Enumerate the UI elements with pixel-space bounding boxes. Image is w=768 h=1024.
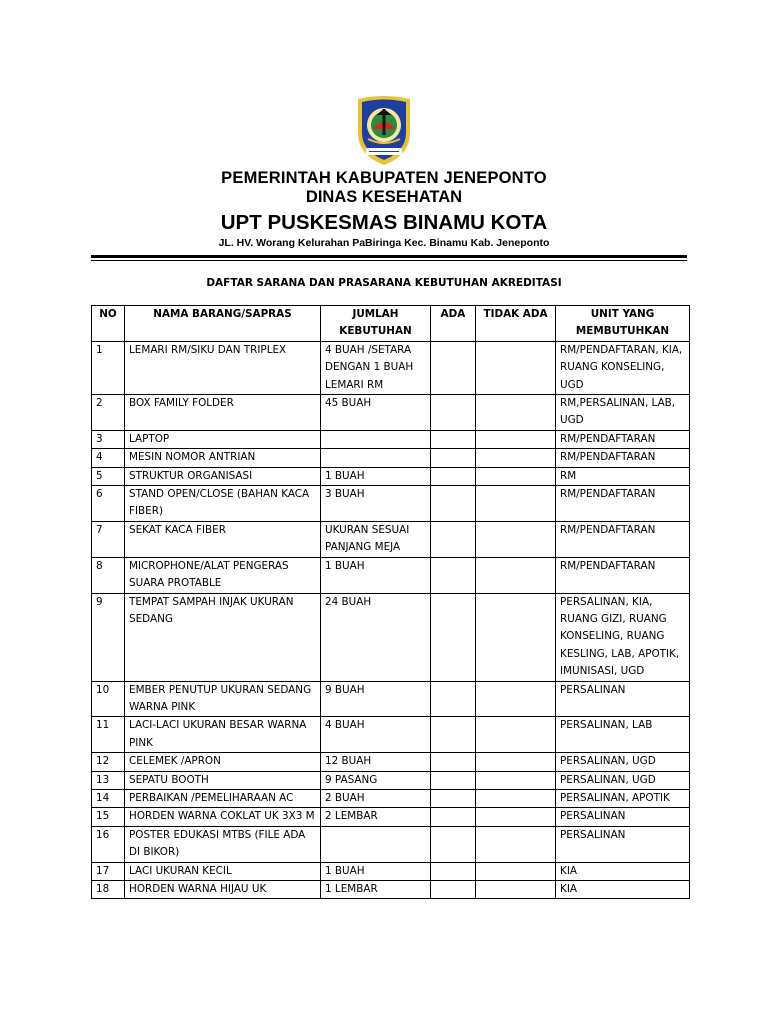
cell-unit: PERSALINAN, UGD xyxy=(556,771,690,789)
cell-tidak-ada xyxy=(476,717,556,753)
cell-jumlah: 4 BUAH xyxy=(321,717,431,753)
table-row xyxy=(92,753,690,771)
cell-unit: RM,PERSALINAN, LAB, UGD xyxy=(556,395,690,431)
cell-tidak-ada xyxy=(476,753,556,771)
cell-nama-barang: MICROPHONE/ALAT PENGERAS SUARA PROTABLE xyxy=(125,557,321,593)
cell-tidak-ada xyxy=(476,467,556,485)
cell-unit: KIA xyxy=(556,881,690,899)
cell-nama-barang: LACI UKURAN KECIL xyxy=(125,862,321,880)
cell-no: 14 xyxy=(92,789,125,807)
cell-no: 13 xyxy=(92,771,125,789)
cell-nama-barang: HORDEN WARNA COKLAT UK 3X3 M xyxy=(125,808,321,826)
cell-jumlah: 1 BUAH xyxy=(321,862,431,880)
cell-jumlah: 1 BUAH xyxy=(321,467,431,485)
table-row xyxy=(92,341,690,394)
cell-ada xyxy=(431,593,476,681)
table-row xyxy=(92,771,690,789)
cell-nama-barang: BOX FAMILY FOLDER xyxy=(125,395,321,431)
cell-jumlah: 1 LEMBAR xyxy=(321,881,431,899)
cell-ada xyxy=(431,467,476,485)
cell-ada xyxy=(431,430,476,448)
letterhead-government: PEMERINTAH KABUPATEN JENEPONTO xyxy=(221,169,547,187)
cell-ada xyxy=(431,753,476,771)
cell-unit: RM/PENDAFTARAN xyxy=(556,430,690,448)
cell-jumlah: 9 PASANG xyxy=(321,771,431,789)
cell-nama-barang: CELEMEK /APRON xyxy=(125,753,321,771)
cell-nama-barang: MESIN NOMOR ANTRIAN xyxy=(125,449,321,467)
cell-ada xyxy=(431,881,476,899)
cell-no: 8 xyxy=(92,557,125,593)
cell-tidak-ada xyxy=(476,881,556,899)
table-row xyxy=(92,681,690,717)
cell-unit: RM/PENDAFTARAN xyxy=(556,557,690,593)
table-row xyxy=(92,430,690,448)
cell-unit: RM xyxy=(556,467,690,485)
cell-ada xyxy=(431,808,476,826)
cell-tidak-ada xyxy=(476,681,556,717)
cell-unit: PERSALINAN xyxy=(556,826,690,862)
cell-tidak-ada xyxy=(476,486,556,522)
cell-nama-barang: STAND OPEN/CLOSE (BAHAN KACA FIBER) xyxy=(125,486,321,522)
cell-tidak-ada xyxy=(476,808,556,826)
cell-tidak-ada xyxy=(476,341,556,394)
cell-nama-barang: STRUKTUR ORGANISASI xyxy=(125,467,321,485)
table-row xyxy=(92,789,690,807)
cell-no: 18 xyxy=(92,881,125,899)
cell-no: 10 xyxy=(92,681,125,717)
cell-unit: PERSALINAN xyxy=(556,808,690,826)
cell-tidak-ada xyxy=(476,449,556,467)
cell-ada xyxy=(431,862,476,880)
letterhead-department: DINAS KESEHATAN xyxy=(305,188,463,206)
cell-no: 11 xyxy=(92,717,125,753)
cell-tidak-ada xyxy=(476,593,556,681)
cell-unit: PERSALINAN, UGD xyxy=(556,753,690,771)
letterhead-address: JL. HV. Worang Kelurahan PaBiringa Kec. Binamu Kab. Jeneponto xyxy=(218,237,550,249)
table-row xyxy=(92,449,690,467)
cell-jumlah: 24 BUAH xyxy=(321,593,431,681)
cell-tidak-ada xyxy=(476,789,556,807)
cell-jumlah xyxy=(321,449,431,467)
cell-ada xyxy=(431,771,476,789)
cell-jumlah xyxy=(321,826,431,862)
cell-jumlah: 45 BUAH xyxy=(321,395,431,431)
cell-nama-barang: POSTER EDUKASI MTBS (FILE ADA DI BIKOR) xyxy=(125,826,321,862)
document-title: DAFTAR SARANA DAN PRASARANA KEBUTUHAN AKREDITASI xyxy=(206,277,562,289)
table-row xyxy=(92,881,690,899)
letterhead xyxy=(0,168,768,250)
cell-nama-barang: LACI-LACI UKURAN BESAR WARNA PINK xyxy=(125,717,321,753)
cell-nama-barang: HORDEN WARNA HIJAU UK xyxy=(125,881,321,899)
letterhead-divider-thick xyxy=(91,255,687,258)
table-row xyxy=(92,395,690,431)
cell-unit: RM/PENDAFTARAN xyxy=(556,521,690,557)
cell-no: 3 xyxy=(92,430,125,448)
cell-nama-barang: EMBER PENUTUP UKURAN SEDANG WARNA PINK xyxy=(125,681,321,717)
table-row xyxy=(92,826,690,862)
cell-unit: RM/PENDAFTARAN xyxy=(556,486,690,522)
col-header-no: NO xyxy=(92,306,125,342)
cell-unit: KIA xyxy=(556,862,690,880)
cell-no: 5 xyxy=(92,467,125,485)
cell-no: 16 xyxy=(92,826,125,862)
cell-jumlah: 12 BUAH xyxy=(321,753,431,771)
cell-no: 1 xyxy=(92,341,125,394)
cell-jumlah: 2 BUAH xyxy=(321,789,431,807)
col-header-unit: UNIT YANG MEMBUTUHKAN xyxy=(556,306,690,342)
cell-unit: PERSALINAN, APOTIK xyxy=(556,789,690,807)
cell-tidak-ada xyxy=(476,430,556,448)
cell-tidak-ada xyxy=(476,395,556,431)
cell-jumlah: 3 BUAH xyxy=(321,486,431,522)
cell-nama-barang: SEPATU BOOTH xyxy=(125,771,321,789)
col-header-tidak-ada: TIDAK ADA xyxy=(476,306,556,342)
cell-nama-barang: LEMARI RM/SIKU DAN TRIPLEX xyxy=(125,341,321,394)
cell-ada xyxy=(431,789,476,807)
cell-tidak-ada xyxy=(476,557,556,593)
cell-jumlah xyxy=(321,430,431,448)
letterhead-institution: UPT PUSKESMAS BINAMU KOTA xyxy=(220,211,548,234)
cell-ada xyxy=(431,717,476,753)
cell-ada xyxy=(431,449,476,467)
table-row xyxy=(92,808,690,826)
cell-no: 17 xyxy=(92,862,125,880)
cell-no: 9 xyxy=(92,593,125,681)
col-header-jumlah: JUMLAH KEBUTUHAN xyxy=(321,306,431,342)
col-header-ada: ADA xyxy=(431,306,476,342)
col-header-nama: NAMA BARANG/SAPRAS xyxy=(125,306,321,342)
cell-no: 7 xyxy=(92,521,125,557)
cell-nama-barang: PERBAIKAN /PEMELIHARAAN AC xyxy=(125,789,321,807)
table-row xyxy=(92,593,690,681)
cell-unit: PERSALINAN xyxy=(556,681,690,717)
cell-unit: RM/PENDAFTARAN, KIA, RUANG KONSELING, UGD xyxy=(556,341,690,394)
cell-ada xyxy=(431,826,476,862)
cell-jumlah: 2 LEMBAR xyxy=(321,808,431,826)
cell-no: 12 xyxy=(92,753,125,771)
letterhead-divider-thin xyxy=(91,260,687,261)
cell-jumlah: 4 BUAH /SETARA DENGAN 1 BUAH LEMARI RM xyxy=(321,341,431,394)
cell-no: 6 xyxy=(92,486,125,522)
requirements-table xyxy=(91,305,690,899)
cell-jumlah: UKURAN SESUAI PANJANG MEJA xyxy=(321,521,431,557)
table-row xyxy=(92,521,690,557)
cell-ada xyxy=(431,521,476,557)
cell-tidak-ada xyxy=(476,521,556,557)
cell-no: 4 xyxy=(92,449,125,467)
cell-nama-barang: TEMPAT SAMPAH INJAK UKURAN SEDANG xyxy=(125,593,321,681)
cell-no: 15 xyxy=(92,808,125,826)
cell-jumlah: 9 BUAH xyxy=(321,681,431,717)
cell-ada xyxy=(431,341,476,394)
cell-nama-barang: LAPTOP xyxy=(125,430,321,448)
table-row xyxy=(92,717,690,753)
table-row xyxy=(92,486,690,522)
cell-unit: PERSALINAN, LAB xyxy=(556,717,690,753)
cell-tidak-ada xyxy=(476,771,556,789)
cell-ada xyxy=(431,486,476,522)
cell-tidak-ada xyxy=(476,826,556,862)
cell-jumlah: 1 BUAH xyxy=(321,557,431,593)
table-row xyxy=(92,862,690,880)
cell-no: 2 xyxy=(92,395,125,431)
cell-ada xyxy=(431,557,476,593)
table-header-row xyxy=(92,306,690,342)
cell-unit: RM/PENDAFTARAN xyxy=(556,449,690,467)
cell-ada xyxy=(431,395,476,431)
jeneponto-regency-emblem-icon xyxy=(354,95,414,167)
cell-tidak-ada xyxy=(476,862,556,880)
table-row xyxy=(92,467,690,485)
cell-unit: PERSALINAN, KIA, RUANG GIZI, RUANG KONSELING, RUANG KESLING, LAB, APOTIK, IMUNISASI, UGD xyxy=(556,593,690,681)
table-row xyxy=(92,557,690,593)
cell-ada xyxy=(431,681,476,717)
cell-nama-barang: SEKAT KACA FIBER xyxy=(125,521,321,557)
